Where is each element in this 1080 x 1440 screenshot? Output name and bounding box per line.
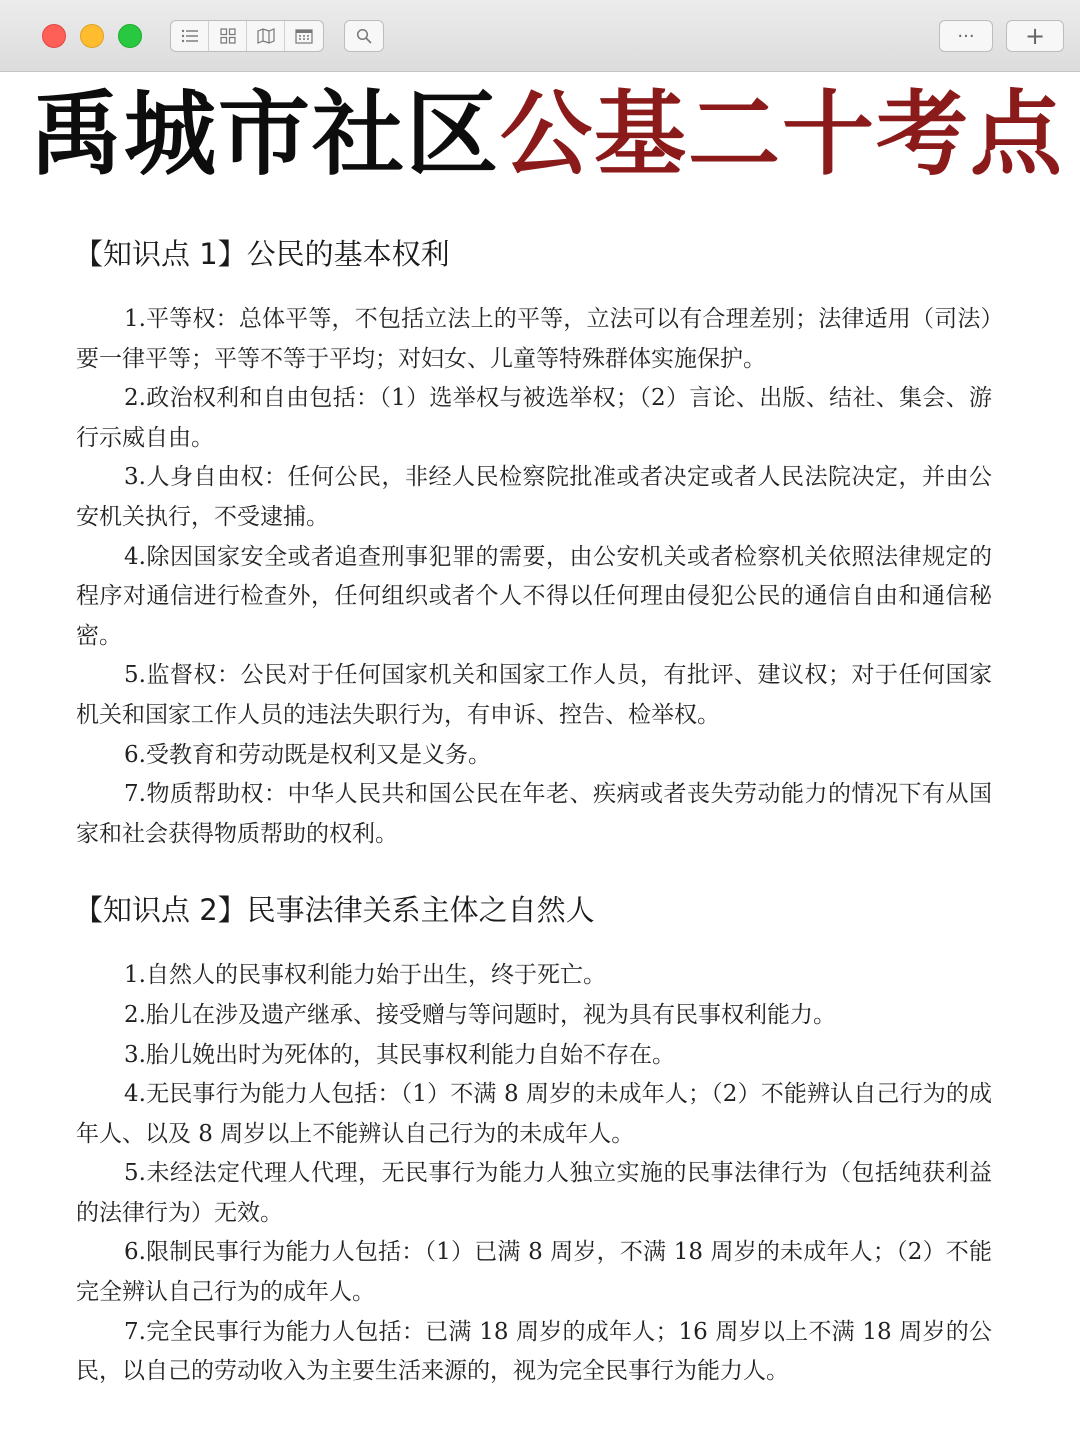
list-item: 4.除因国家安全或者追查刑事犯罪的需要，由公安机关或者检察机关依照法律规定的程序对通信进行检查外，任何组织或者个人不得以任何理由侵犯公民的通信自由和通信秘密。 xyxy=(76,543,992,649)
plus-icon: + xyxy=(1024,22,1046,50)
list-item: 4.无民事行为能力人包括：（1）不满 8 周岁的未成年人；（2）不能辨认自己行为的成年人、以及 8 周岁以上不能辨认自己行为的未成年人。 xyxy=(76,1081,992,1147)
section-items xyxy=(76,300,992,854)
page-title-banner xyxy=(30,80,1065,190)
more-options-button[interactable] xyxy=(939,20,993,52)
list-item: 5.未经法定代理人代理，无民事行为能力人独立实施的民事法律行为（包括纯获利益的法律行为）无效。 xyxy=(76,1160,992,1226)
list-view-button[interactable] xyxy=(171,21,209,51)
list-item: 3.胎儿娩出时为死体的，其民事权利能力自始不存在。 xyxy=(124,1041,675,1068)
section-heading: 【知识点 2】民事法律关系主体之自然人 xyxy=(74,893,595,928)
zoom-window-button[interactable] xyxy=(118,24,142,48)
list-item: 6.受教育和劳动既是权利又是义务。 xyxy=(124,741,491,768)
map-view-button[interactable] xyxy=(247,21,285,51)
list-item: 6.限制民事行为能力人包括：（1）已满 8 周岁，不满 18 周岁的未成年人；（2）不能完全辨认自己行为的成年人。 xyxy=(76,1239,992,1306)
list-item: 7.完全民事行为能力人包括：已满 18 周岁的成年人；16 周岁以上不满 18 周岁的公民，以自己的劳动收入为主要生活来源的，视为完全民事行为能力人。 xyxy=(76,1318,992,1385)
window-toolbar xyxy=(0,0,1080,72)
grid-view-icon xyxy=(220,28,236,44)
section-heading: 【知识点 1】公民的基本权利 xyxy=(74,237,450,271)
search-icon xyxy=(356,28,372,44)
more-options-icon: ··· xyxy=(957,25,975,47)
list-item: 1.自然人的民事权利能力始于出生，终于死亡。 xyxy=(124,962,606,989)
list-item: 1.平等权：总体平等，不包括立法上的平等，立法可以有合理差别；法律适用（司法）要一律平等；平等不等于平均；对妇女、儿童等特殊群体实施保护。 xyxy=(76,306,992,372)
document-content xyxy=(76,228,992,1416)
calendar-view-icon xyxy=(295,28,313,44)
title-black-part: 禹城市社区 xyxy=(30,81,501,188)
add-button[interactable] xyxy=(1006,20,1064,52)
title-red-part: 公基二十考点 xyxy=(500,81,1065,188)
close-window-button[interactable] xyxy=(42,24,66,48)
view-mode-segmented-control xyxy=(170,20,324,52)
minimize-window-button[interactable] xyxy=(80,24,104,48)
map-view-icon xyxy=(257,28,275,44)
list-item: 2.政治权利和自由包括：（1）选举权与被选举权；（2）言论、出版、结社、集会、游行示威自由。 xyxy=(76,385,992,451)
grid-view-button[interactable] xyxy=(209,21,247,51)
knowledge-section-2 xyxy=(76,884,992,1392)
search-button[interactable] xyxy=(344,20,384,52)
list-item: 7.物质帮助权：中华人民共和国公民在年老、疾病或者丧失劳动能力的情况下有从国家和社会获得物质帮助的权利。 xyxy=(76,781,992,847)
list-item: 3.人身自由权：任何公民，非经人民检察院批准或者决定或者人民法院决定，并由公安机关执行，不受逮捕。 xyxy=(76,464,992,530)
list-view-icon xyxy=(181,29,199,43)
section-items xyxy=(76,956,992,1392)
list-item: 2.胎儿在涉及遗产继承、接受赠与等问题时，视为具有民事权利能力。 xyxy=(124,1001,836,1028)
calendar-view-button[interactable] xyxy=(285,21,323,51)
knowledge-section-1 xyxy=(76,228,992,854)
list-item: 5.监督权：公民对于任何国家机关和国家工作人员，有批评、建议权；对于任何国家机关和国家工作人员的违法失职行为，有申诉、控告、检举权。 xyxy=(76,662,992,728)
